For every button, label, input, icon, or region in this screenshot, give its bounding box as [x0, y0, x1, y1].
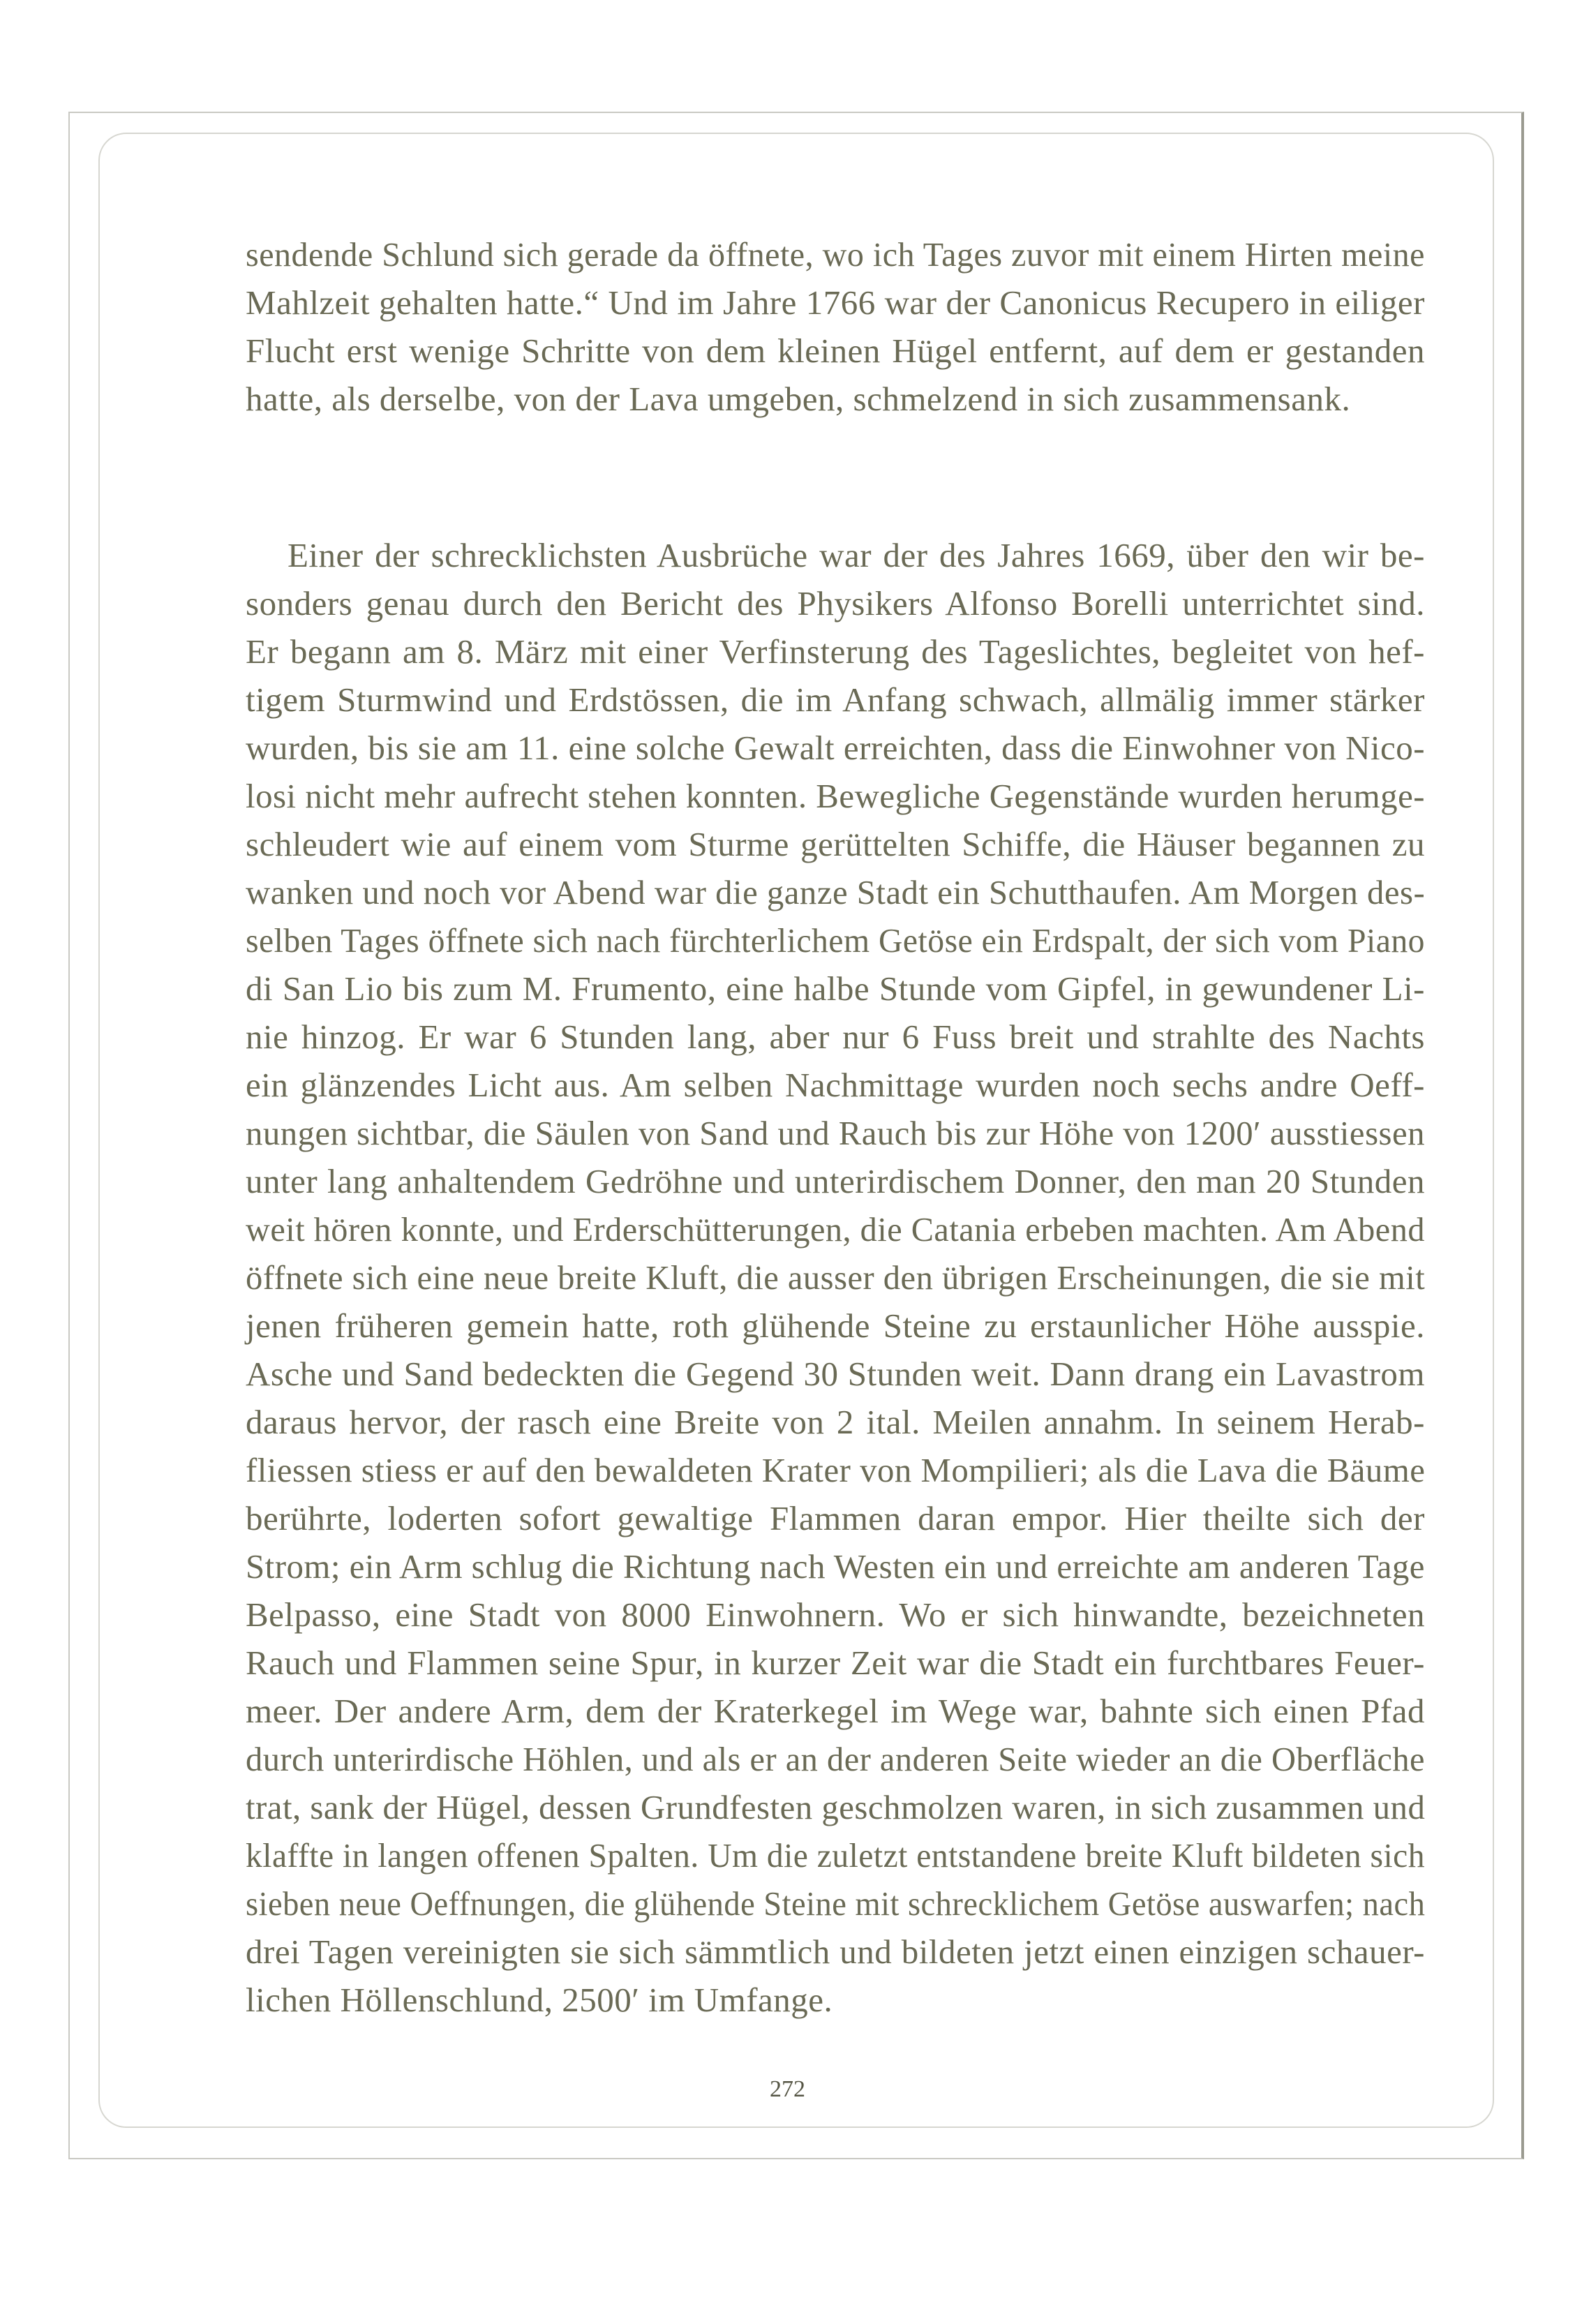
text-line: Einer der schrecklichsten Ausbrüche war der des Jahres 1669, über den wir be- [288, 536, 1425, 574]
text-line: schleudert wie auf einem vom Sturme gerüttelten Schiffe, die Häuser begannen zu [246, 825, 1425, 863]
paragraph [246, 230, 1425, 423]
text-line: Mahlzeit gehalten hatte.“ Und im Jahre 1766 war der Canonicus Recupero in eiliger [246, 283, 1425, 322]
text-line: sendende Schlund sich gerade da öffnete, wo ich Tages zuvor mit einem Hirten meine [246, 235, 1426, 274]
text-line: lichen Höllenschlund, 2500′ im Umfange. [246, 1981, 833, 2019]
text-line: tigem Sturmwind und Erdstössen, die im Anfang schwach, allmälig immer stärker [246, 680, 1425, 719]
paragraph [246, 531, 1425, 2024]
text-line: trat, sank der Hügel, dessen Grundfesten geschmolzen waren, in sich zusammen und [246, 1788, 1426, 1826]
text-line: klaffte in langen offenen Spalten. Um die zuletzt entstandene breite Kluft bildeten sich [246, 1836, 1425, 1875]
text-line: nungen sichtbar, die Säulen von Sand und Rauch bis zur Höhe von 1200′ ausstiessen [246, 1114, 1425, 1152]
body-text [246, 230, 1425, 2024]
text-line: jenen früheren gemein hatte, roth glühende Steine zu erstaunlicher Höhe ausspie. [246, 1306, 1425, 1345]
text-line: Flucht erst wenige Schritte von dem kleinen Hügel entfernt, auf dem er gestanden [246, 332, 1425, 370]
text-line: selben Tages öffnete sich nach fürchterlichem Getöse ein Erdspalt, der sich vom Piano [246, 921, 1425, 960]
text-line: di San Lio bis zum M. Frumento, eine halbe Stunde vom Gipfel, in gewundener Li- [246, 969, 1425, 1008]
text-line: sonders genau durch den Bericht des Physikers Alfonso Borelli unterrichtet sind. [246, 584, 1425, 623]
text-line: Asche und Sand bedeckten die Gegend 30 Stunden weit. Dann drang ein Lavastrom [246, 1355, 1425, 1393]
text-line: meer. Der andere Arm, dem der Kraterkegel im Wege war, bahnte sich einen Pfad [246, 1692, 1425, 1730]
text-line: wurden, bis sie am 11. eine solche Gewalt erreichten, dass die Einwohner von Nico- [246, 729, 1426, 767]
text-line: durch unterirdische Höhlen, und als er an der anderen Seite wieder an die Oberfläche [246, 1740, 1426, 1778]
text-line: hatte, als derselbe, von der Lava umgeben, schmelzend in sich zusammensank. [246, 380, 1351, 418]
text-line: sieben neue Oeffnungen, die glühende Steine mit schrecklichem Getöse auswarfen; nach [246, 1884, 1426, 1923]
text-line: losi nicht mehr aufrecht stehen konnten. Bewegliche Gegenstände wurden herumge- [246, 777, 1426, 815]
text-line: Rauch und Flammen seine Spur, in kurzer Zeit war die Stadt ein furchtbares Feuer- [246, 1644, 1425, 1682]
text-line: drei Tagen vereinigten sie sich sämmtlich und bildeten jetzt einen einzigen schauer- [246, 1932, 1425, 1971]
text-line: Er begann am 8. März mit einer Verfinsterung des Tageslichtes, begleitet von hef- [246, 632, 1425, 671]
text-line: Strom; ein Arm schlug die Richtung nach Westen ein und erreichte am anderen Tage [246, 1547, 1425, 1586]
page-number: 272 [770, 2076, 805, 2102]
text-line: fliessen stiess er auf den bewaldeten Krater von Mompilieri; als die Lava die Bäume [246, 1451, 1426, 1489]
text-line: unter lang anhaltendem Gedröhne und unterirdischem Donner, den man 20 Stunden [246, 1162, 1425, 1200]
text-line: daraus hervor, der rasch eine Breite von 2 ital. Meilen annahm. In seinem Herab- [246, 1403, 1425, 1441]
text-line: nie hinzog. Er war 6 Stunden lang, aber nur 6 Fuss breit und strahlte des Nachts [246, 1018, 1425, 1056]
paragraph-gap [246, 423, 1425, 531]
text-line: weit hören konnte, und Erderschütterungen, die Catania erbeben machten. Am Abend [246, 1210, 1425, 1249]
text-line: ein glänzendes Licht aus. Am selben Nachmittage wurden noch sechs andre Oeff- [246, 1066, 1425, 1104]
text-line: wanken und noch vor Abend war die ganze Stadt ein Schutthaufen. Am Morgen des- [246, 873, 1426, 911]
text-line: Belpasso, eine Stadt von 8000 Einwohnern. Wo er sich hinwandte, bezeichneten [246, 1595, 1425, 1634]
text-line: berührte, loderten sofort gewaltige Flammen daran empor. Hier theilte sich der [246, 1499, 1425, 1537]
text-line: öffnete sich eine neue breite Kluft, die ausser den übrigen Erscheinungen, die sie mit [246, 1258, 1426, 1297]
